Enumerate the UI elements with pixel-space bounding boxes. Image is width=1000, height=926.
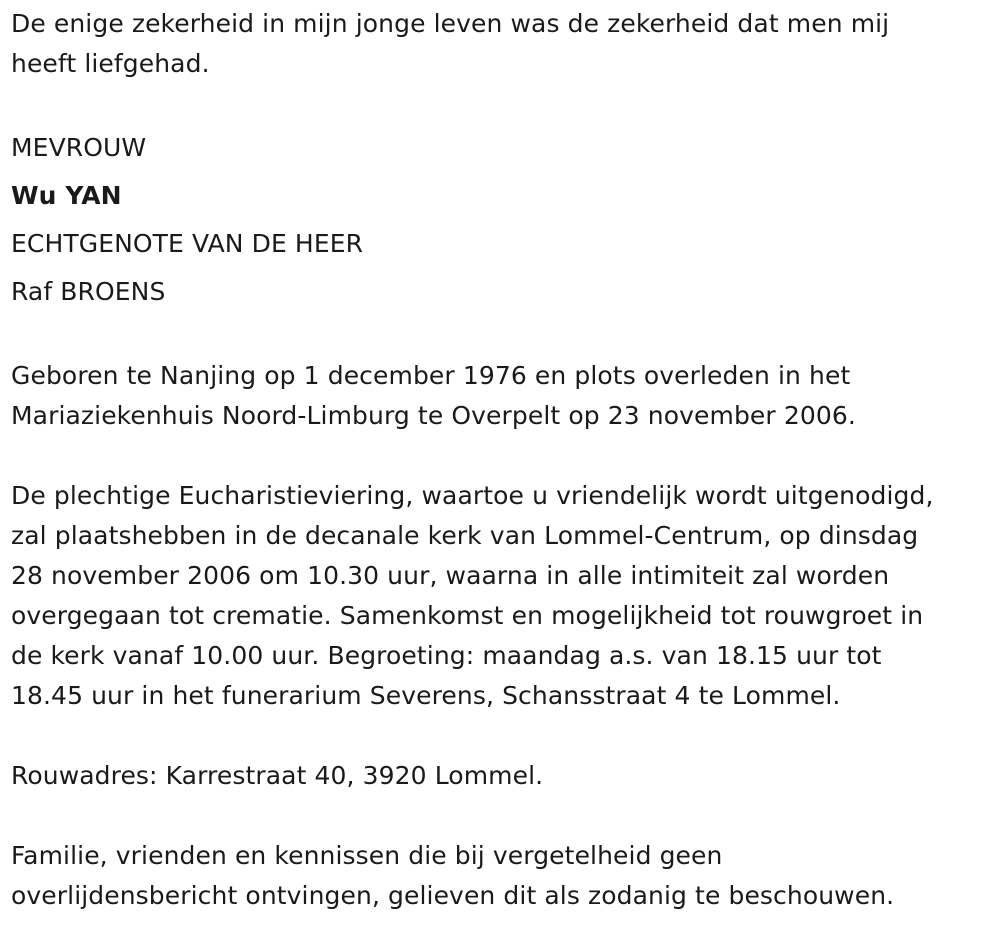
- person-block: [11, 124, 996, 316]
- mourning-address: Rouwadres: Karrestraat 40, 3920 Lommel.: [11, 761, 544, 790]
- spouse-name: Raf BROENS: [11, 277, 166, 306]
- ceremony-line: overgegaan tot crematie. Samenkomst en mogelijkheid tot rouwgroet in: [11, 601, 924, 630]
- person-title: MEVROUW: [11, 133, 147, 162]
- motto-line: De enige zekerheid in mijn jonge leven was de zekerheid dat men mij: [11, 9, 890, 38]
- address-paragraph: [11, 756, 996, 796]
- spacer: [11, 84, 996, 124]
- spacer: [11, 436, 996, 476]
- closing-paragraph: [11, 836, 996, 916]
- ceremony-line: de kerk vanaf 10.00 uur. Begroeting: maandag a.s. van 18.15 uur tot: [11, 641, 882, 670]
- death-notice: [11, 4, 996, 916]
- birth-death-paragraph: [11, 356, 996, 436]
- motto-line: heeft liefgehad.: [11, 49, 210, 78]
- closing-line: overlijdensbericht ontvingen, gelieven dit als zodanig te beschouwen.: [11, 881, 895, 910]
- spacer: [11, 316, 996, 356]
- ceremony-paragraph: [11, 476, 996, 716]
- birth-death-line: Mariaziekenhuis Noord-Limburg te Overpelt op 23 november 2006.: [11, 401, 856, 430]
- spacer: [11, 716, 996, 756]
- motto-paragraph: [11, 4, 996, 84]
- ceremony-line: 28 november 2006 om 10.30 uur, waarna in alle intimiteit zal worden: [11, 561, 890, 590]
- relation-line: ECHTGENOTE VAN DE HEER: [11, 229, 364, 258]
- spacer: [11, 796, 996, 836]
- ceremony-line: 18.45 uur in het funerarium Severens, Schansstraat 4 te Lommel.: [11, 681, 841, 710]
- birth-death-line: Geboren te Nanjing op 1 december 1976 en plots overleden in het: [11, 361, 851, 390]
- person-name: Wu YAN: [11, 181, 122, 210]
- ceremony-line: zal plaatshebben in de decanale kerk van Lommel-Centrum, op dinsdag: [11, 521, 919, 550]
- closing-line: Familie, vrienden en kennissen die bij vergetelheid geen: [11, 841, 723, 870]
- ceremony-line: De plechtige Eucharistieviering, waartoe u vriendelijk wordt uitgenodigd,: [11, 481, 934, 510]
